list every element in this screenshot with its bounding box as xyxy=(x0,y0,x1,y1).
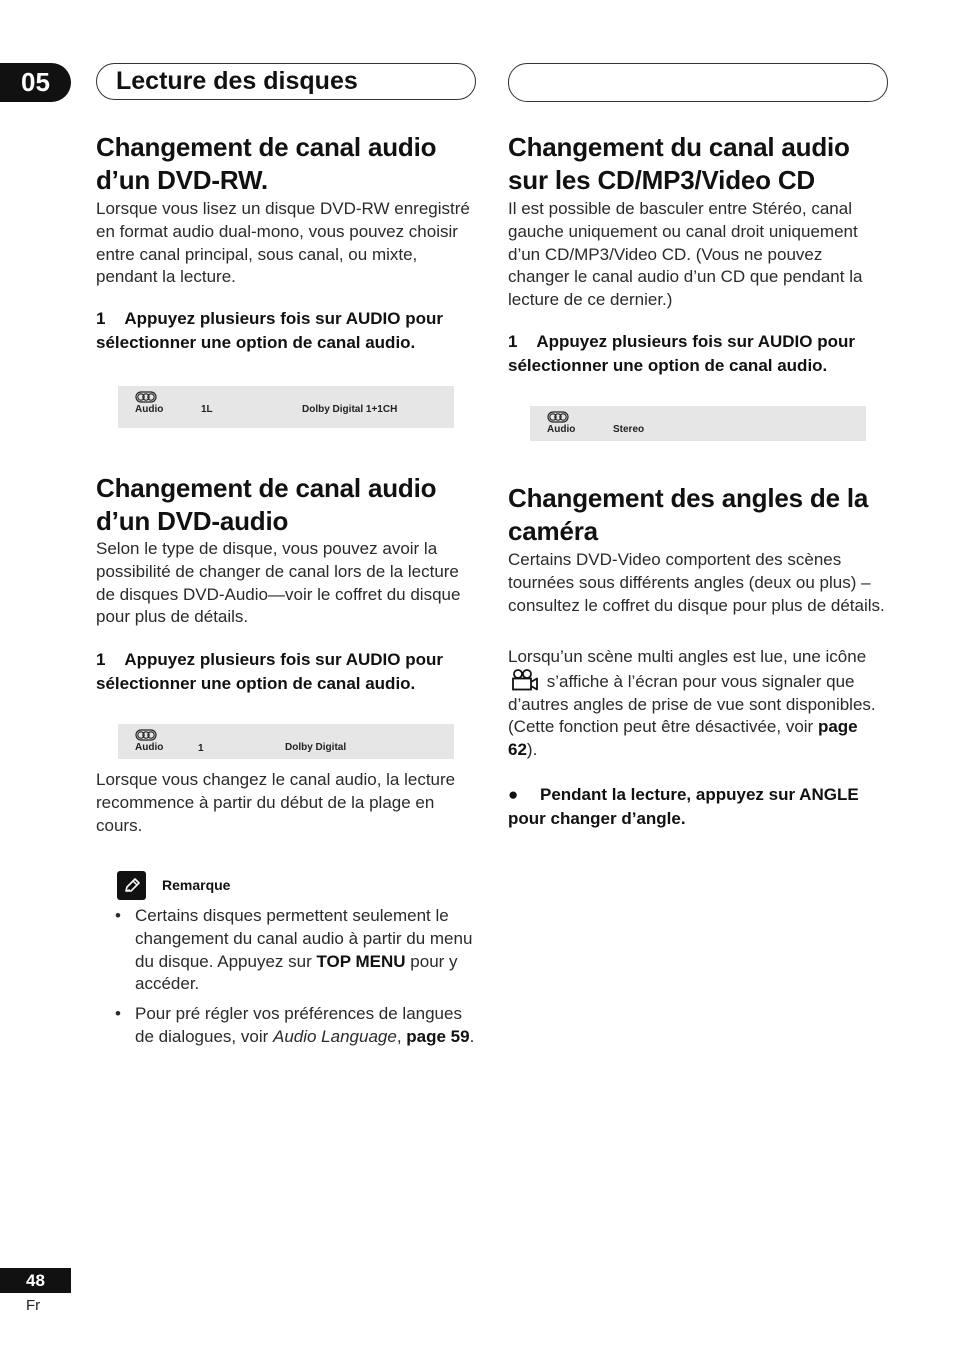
section-note-dvd-audio: Lorsque vous changez le canal audio, la lecture recommence à partir du début de la plage en cours. xyxy=(96,770,456,835)
osd-display-dvd-audio xyxy=(118,724,454,759)
chapter-title-text: Lecture des disques xyxy=(116,67,358,95)
osd-format-value: Dolby Digital xyxy=(285,742,347,753)
chapter-title-empty-box xyxy=(508,63,888,102)
step-instruction-dvd-rw: 1 Appuyez plusieurs fois sur AUDIO pour sélectionner une option de canal audio. xyxy=(96,309,443,352)
section-body-cd-mp3: Il est possible de basculer entre Stéréo, canal gauche uniquement ou canal droit uniquement d’un CD/MP3/Video CD. (Vous ne pouvez changer le canal audio d’un CD que pendant la lecture de ce dernier.) xyxy=(508,199,863,310)
osd-channel-value: Stereo xyxy=(613,424,645,435)
note-item: • Pour pré régler vos préférences de langues de dialogues, voir Audio Language, page 59. xyxy=(115,1004,475,1046)
section-title-line: Changement du canal audio xyxy=(508,132,850,162)
section-body-dvd-audio: Selon le type de disque, vous pouvez avoir la possibilité de changer de canal lors de la lecture de disques DVD-Audio—voir le coffret du disque pour plus de détails. xyxy=(96,539,461,627)
section-title-dvd-rw xyxy=(96,131,436,197)
audio-osd-icon xyxy=(135,391,157,403)
osd-channel-value: 1 xyxy=(198,743,204,754)
note-label: Remarque xyxy=(162,877,231,893)
chapter-number-badge: 05 xyxy=(0,63,71,102)
osd-display-dvd-rw xyxy=(118,386,454,428)
osd-audio-label: Audio xyxy=(135,404,164,415)
section-body-angle-icon: Lorsqu’un scène multi angles est lue, une icône s’affiche à l’écran pour vous signaler que d’autres angles de prise de vue sont disponibles. (Cette fonction peut être désactivée, voir page 62). xyxy=(508,647,876,760)
audio-osd-icon xyxy=(135,729,157,741)
audio-osd-icon xyxy=(547,411,569,423)
camera-angle-icon xyxy=(511,669,539,691)
osd-display-cd xyxy=(530,406,866,441)
section-title-line: Changement de canal audio xyxy=(96,473,437,503)
osd-format-value: Dolby Digital 1+1CH xyxy=(302,404,398,415)
osd-audio-label: Audio xyxy=(547,424,576,435)
osd-channel-value: 1L xyxy=(201,404,213,415)
page-language: Fr xyxy=(26,1297,41,1314)
page-number-badge: 48 xyxy=(0,1268,71,1293)
note-item: • Certains disques permettent seulement le changement du canal audio à partir du menu du disque. Appuyez sur TOP MENU pour y accéder. xyxy=(115,906,473,994)
section-title-line: sur les CD/MP3/Video CD xyxy=(508,165,816,195)
section-title-dvd-audio xyxy=(96,472,436,538)
section-title-line: Changement des angles de la xyxy=(508,483,869,513)
step-instruction-dvd-audio: 1 Appuyez plusieurs fois sur AUDIO pour sélectionner une option de canal audio. xyxy=(96,650,443,693)
note-list xyxy=(115,905,475,1056)
osd-audio-label: Audio xyxy=(135,742,164,753)
section-title-line: Changement de canal audio xyxy=(96,132,437,162)
section-title-line: caméra xyxy=(508,516,598,546)
step-instruction-cd-mp3: 1 Appuyez plusieurs fois sur AUDIO pour sélectionner une option de canal audio. xyxy=(508,332,855,375)
section-title-line: d’un DVD-RW. xyxy=(96,165,268,195)
section-title-camera-angle xyxy=(508,482,868,548)
chapter-title xyxy=(96,63,476,100)
section-body-dvd-rw: Lorsque vous lisez un disque DVD-RW enregistré en format audio dual-mono, vous pouvez choisir entre canal principal, sous canal, ou mixte, pendant la lecture. xyxy=(96,199,470,287)
section-title-cd-mp3 xyxy=(508,131,850,197)
pencil-note-icon xyxy=(117,871,146,900)
section-body-camera-angle: Certains DVD-Video comportent des scènes tournées sous différents angles (deux ou plus) – consultez le coffret du disque pour plus de détails. xyxy=(508,550,885,615)
section-title-line: d’un DVD-audio xyxy=(96,506,289,536)
bullet-instruction-angle: ● Pendant la lecture, appuyez sur ANGLE pour changer d’angle. xyxy=(508,785,859,828)
